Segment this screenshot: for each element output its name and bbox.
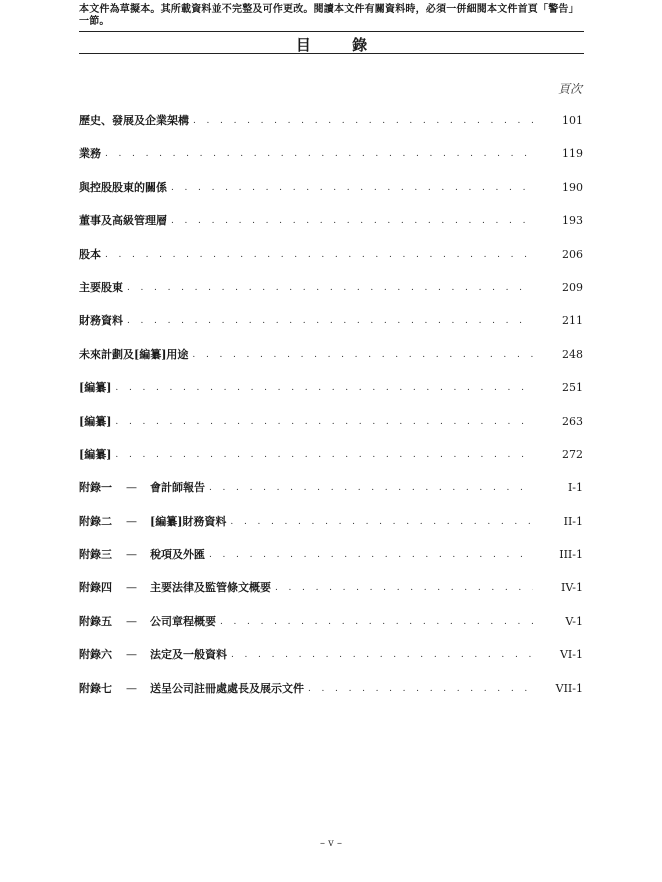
toc-entry[interactable] [79, 113, 583, 146]
toc-page-number: VI-1 [559, 648, 583, 662]
toc-entry[interactable] [79, 313, 583, 346]
dot-leader [220, 614, 533, 630]
toc-page-number: I-1 [567, 481, 583, 495]
dot-leader [115, 380, 533, 396]
toc-separator-dash: — [126, 614, 137, 628]
toc-page-number: 193 [562, 214, 583, 228]
toc-separator-dash: — [126, 581, 137, 595]
toc-entry[interactable] [79, 213, 583, 246]
dot-leader [231, 647, 533, 663]
draft-disclaimer: 本文件為草擬本。其所載資料並不完整及可作更改。閱讀本文件有關資料時，必須一併細閱本文件首頁「警告」一節。 [79, 4, 579, 27]
toc-entry-title: [編纂] [79, 381, 112, 395]
toc-entry-title: [編纂] [79, 447, 112, 461]
toc-page-number: 211 [562, 314, 583, 328]
toc-page-number: 263 [562, 414, 583, 428]
dot-leader [193, 113, 533, 129]
toc-entry[interactable] [79, 146, 583, 179]
title-top-rule [79, 31, 584, 32]
toc-appendix-label: 附錄七 [79, 681, 112, 695]
table-of-contents [79, 113, 583, 714]
toc-entry[interactable] [79, 614, 583, 647]
dot-leader [171, 180, 533, 196]
toc-entry[interactable] [79, 681, 583, 714]
toc-page-number: 209 [562, 280, 583, 294]
dot-leader [209, 547, 533, 563]
toc-appendix-label: 附錄一 [79, 481, 112, 495]
toc-entry-title: [編纂] [79, 414, 112, 428]
dot-leader [115, 447, 533, 463]
toc-appendix-label: 附錄二 [79, 514, 112, 528]
toc-entry[interactable] [79, 180, 583, 213]
toc-entry[interactable] [79, 380, 583, 413]
toc-entry[interactable] [79, 647, 583, 680]
toc-page-number: III-1 [559, 548, 583, 562]
toc-entry-title: 主要法律及監管條文概要 [150, 581, 271, 595]
toc-page-number: VII-1 [555, 681, 583, 695]
toc-entry-title: [編纂]財務資料 [150, 514, 227, 528]
toc-entry-title: 未來計劃及[編纂]用途 [79, 347, 189, 361]
toc-entry-title: 股本 [79, 247, 101, 261]
dot-leader [127, 280, 533, 296]
toc-entry-title: 主要股東 [79, 280, 123, 294]
toc-page-number: IV-1 [561, 581, 583, 595]
toc-separator-dash: — [126, 681, 137, 695]
dot-leader [105, 247, 533, 263]
toc-page-number: 272 [562, 447, 583, 461]
toc-appendix-label: 附錄五 [79, 614, 112, 628]
toc-entry[interactable] [79, 347, 583, 380]
toc-separator-dash: — [126, 481, 137, 495]
toc-entry[interactable] [79, 447, 583, 480]
toc-page-number: II-1 [563, 514, 583, 528]
toc-entry[interactable] [79, 414, 583, 447]
dot-leader [115, 414, 533, 430]
toc-entry-title: 稅項及外匯 [150, 548, 205, 562]
dot-leader [275, 580, 533, 596]
dot-leader [230, 514, 533, 530]
toc-page-number: V-1 [565, 614, 583, 628]
toc-separator-dash: — [126, 514, 137, 528]
toc-entry-title: 法定及一般資料 [150, 648, 227, 662]
toc-entry-title: 董事及高級管理層 [79, 214, 167, 228]
toc-page-number: 190 [562, 180, 583, 194]
dot-leader [105, 146, 533, 162]
toc-page-number: 248 [562, 347, 583, 361]
toc-entry-title: 與控股股東的關係 [79, 180, 167, 194]
dot-leader [209, 480, 533, 496]
toc-entry-title: 業務 [79, 147, 101, 161]
toc-entry[interactable] [79, 514, 583, 547]
toc-entry-title: 公司章程概要 [150, 614, 216, 628]
dot-leader [192, 347, 533, 363]
title-bottom-rule [79, 53, 584, 54]
toc-page-number: 101 [562, 114, 583, 127]
toc-separator-dash: — [126, 648, 137, 662]
toc-appendix-label: 附錄三 [79, 548, 112, 562]
toc-entry[interactable] [79, 280, 583, 313]
toc-entry-title: 財務資料 [79, 314, 123, 328]
page-title: 目 錄 [295, 36, 386, 54]
toc-page-number: 251 [562, 381, 583, 395]
page-number: – v – [319, 838, 342, 849]
dot-leader [171, 213, 533, 229]
toc-appendix-label: 附錄四 [79, 581, 112, 595]
toc-page-number: 119 [562, 147, 583, 161]
toc-entry[interactable] [79, 480, 583, 513]
toc-entry[interactable] [79, 547, 583, 580]
toc-page-number: 206 [562, 247, 583, 261]
toc-separator-dash: — [126, 548, 137, 562]
toc-entry-title: 會計師報告 [150, 481, 205, 495]
toc-entry-title: 歷史、發展及企業架構 [79, 114, 189, 127]
toc-entry[interactable] [79, 580, 583, 613]
toc-entry[interactable] [79, 247, 583, 280]
page-column-label: 頁次 [557, 82, 582, 96]
dot-leader [308, 681, 533, 697]
dot-leader [127, 313, 533, 329]
toc-entry-title: 送呈公司註冊處處長及展示文件 [150, 681, 304, 695]
toc-appendix-label: 附錄六 [79, 648, 112, 662]
